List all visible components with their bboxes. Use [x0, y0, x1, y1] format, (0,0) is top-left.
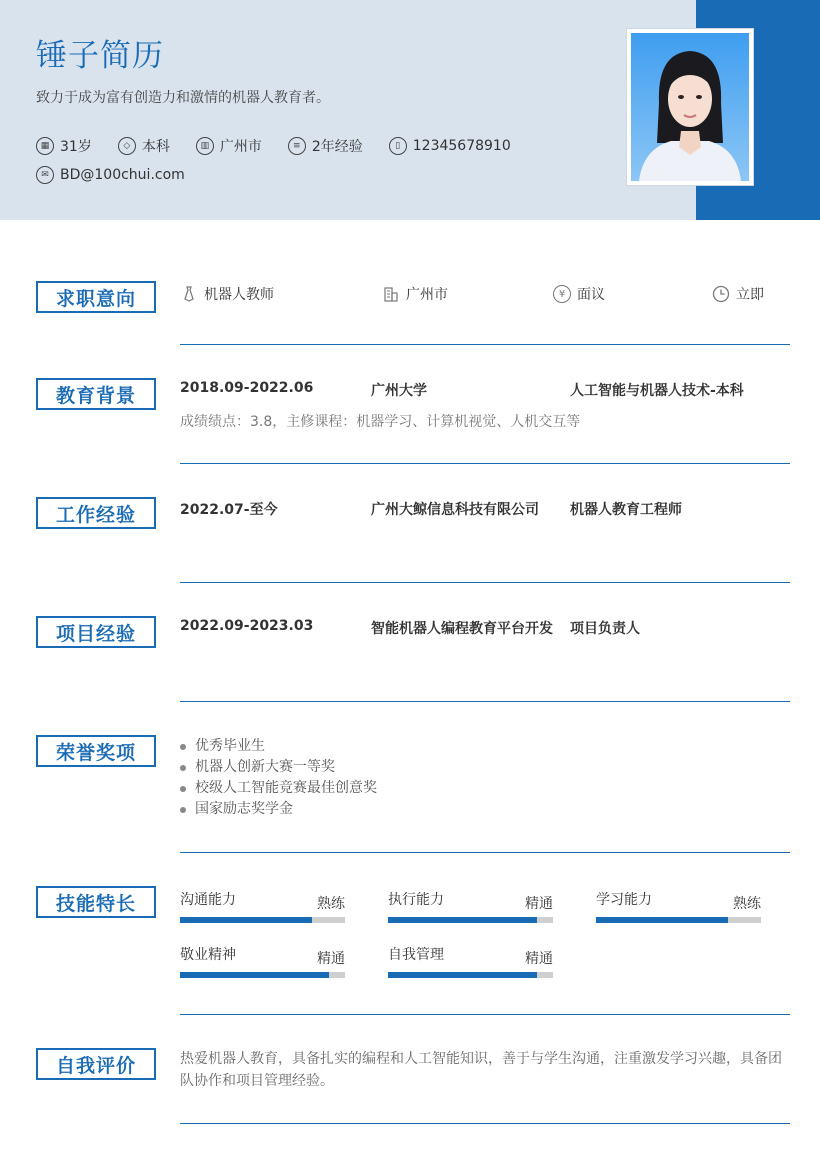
resume-name: 锤子简历 — [36, 38, 164, 74]
phone-info — [389, 137, 511, 155]
profile-photo-frame — [626, 28, 754, 186]
list-item: 机器人创新大赛一等奖 — [180, 757, 377, 778]
skill-name: 自我管理 — [388, 947, 444, 963]
list-item: 国家励志奖学金 — [180, 799, 377, 820]
document-icon: ≡ — [288, 137, 306, 155]
skill-bar-track — [388, 917, 553, 923]
tagline: 致力于成为富有创造力和激情的机器人教育者。 — [36, 90, 330, 106]
education-detail: 成绩绩点：3.8，主修课程：机器学习、计算机视觉、人机交互等 — [180, 414, 581, 430]
mail-icon: ✉ — [36, 166, 54, 184]
skill-bar-fill — [388, 972, 537, 978]
section-title-intent: 求职意向 — [36, 281, 156, 313]
self-evaluation-text: 热爱机器人教育，具备扎实的编程和人工智能知识，善于与学生沟通，注重激发学习兴趣，具备团队协作和项目管理经验。 — [180, 1051, 782, 1089]
skill-item — [180, 944, 345, 984]
skill-bar-track — [180, 972, 345, 978]
divider — [180, 701, 790, 702]
section-title-honors: 荣誉奖项 — [36, 735, 156, 767]
experience-value: 2年经验 — [311, 139, 363, 155]
email-info — [36, 166, 185, 184]
project-entry — [180, 618, 790, 640]
skill-bar-fill — [180, 917, 312, 923]
education-period: 2018.09-2022.06 — [180, 380, 314, 396]
intent-availability — [712, 284, 764, 304]
section-title-skills: 技能特长 — [36, 886, 156, 918]
education-major: 人工智能与机器人技术-本科 — [570, 383, 744, 399]
skill-item — [388, 944, 553, 984]
divider — [180, 852, 790, 853]
experience-info — [288, 136, 363, 156]
skill-bar-track — [596, 917, 761, 923]
intent-salary — [553, 284, 605, 304]
city-value: 广州市 — [219, 139, 262, 155]
skill-level: 熟练 — [317, 896, 345, 912]
divider — [180, 1123, 790, 1124]
skill-level: 精通 — [525, 896, 553, 912]
divider — [180, 463, 790, 464]
section-title-project: 项目经验 — [36, 616, 156, 648]
project-role: 项目负责人 — [570, 621, 640, 637]
building-icon — [382, 285, 400, 303]
work-company: 广州大鲸信息科技有限公司 — [371, 502, 539, 518]
profile-photo — [631, 33, 749, 181]
honors-list — [180, 736, 377, 820]
tie-icon — [180, 285, 198, 303]
skill-name: 执行能力 — [388, 892, 444, 908]
intent-city-value: 广州市 — [406, 287, 448, 303]
education-value: 本科 — [141, 139, 170, 155]
age-info — [36, 136, 92, 156]
divider — [180, 582, 790, 583]
clock-icon — [712, 285, 730, 303]
education-info — [118, 136, 170, 156]
intent-city — [382, 284, 448, 304]
divider — [180, 344, 790, 345]
city-info — [196, 136, 262, 156]
contact-info-row — [36, 166, 211, 184]
building-icon: ▥ — [196, 137, 214, 155]
skill-item — [596, 889, 761, 929]
skill-bar-fill — [388, 917, 537, 923]
skill-bar-track — [388, 972, 553, 978]
skill-level: 熟练 — [733, 896, 761, 912]
project-name: 智能机器人编程教育平台开发 — [371, 621, 553, 637]
intent-salary-value: 面议 — [577, 287, 605, 303]
graduation-cap-icon: ◇ — [118, 137, 136, 155]
skill-item — [388, 889, 553, 929]
phone-value: 12345678910 — [412, 138, 511, 154]
education-entry — [180, 380, 790, 402]
yen-icon: ¥ — [553, 285, 571, 303]
skill-item — [180, 889, 345, 929]
skill-name: 沟通能力 — [180, 892, 236, 908]
skill-name: 敬业精神 — [180, 947, 236, 963]
skill-bar-fill — [596, 917, 728, 923]
project-period: 2022.09-2023.03 — [180, 618, 314, 634]
email-value: BD@100chui.com — [60, 167, 185, 183]
section-title-work: 工作经验 — [36, 497, 156, 529]
work-role: 机器人教育工程师 — [570, 502, 682, 518]
skill-level: 精通 — [317, 951, 345, 967]
skill-level: 精通 — [525, 951, 553, 967]
skill-name: 学习能力 — [596, 892, 652, 908]
section-title-self: 自我评价 — [36, 1048, 156, 1080]
list-item: 校级人工智能竞赛最佳创意奖 — [180, 778, 377, 799]
divider — [180, 1014, 790, 1015]
intent-position — [180, 284, 274, 304]
personal-info-row — [36, 136, 537, 156]
work-period: 2022.07-至今 — [180, 502, 278, 518]
education-school: 广州大学 — [371, 383, 427, 399]
list-item: 优秀毕业生 — [180, 736, 377, 757]
job-intent-row — [180, 284, 790, 308]
phone-icon: ▯ — [389, 137, 407, 155]
work-entry — [180, 499, 790, 521]
intent-position-value: 机器人教师 — [204, 287, 274, 303]
age-value: 31岁 — [60, 139, 92, 155]
skill-bar-fill — [180, 972, 329, 978]
skill-bar-track — [180, 917, 345, 923]
calendar-icon: ▦ — [36, 137, 54, 155]
section-title-education: 教育背景 — [36, 378, 156, 410]
intent-availability-value: 立即 — [736, 287, 764, 303]
